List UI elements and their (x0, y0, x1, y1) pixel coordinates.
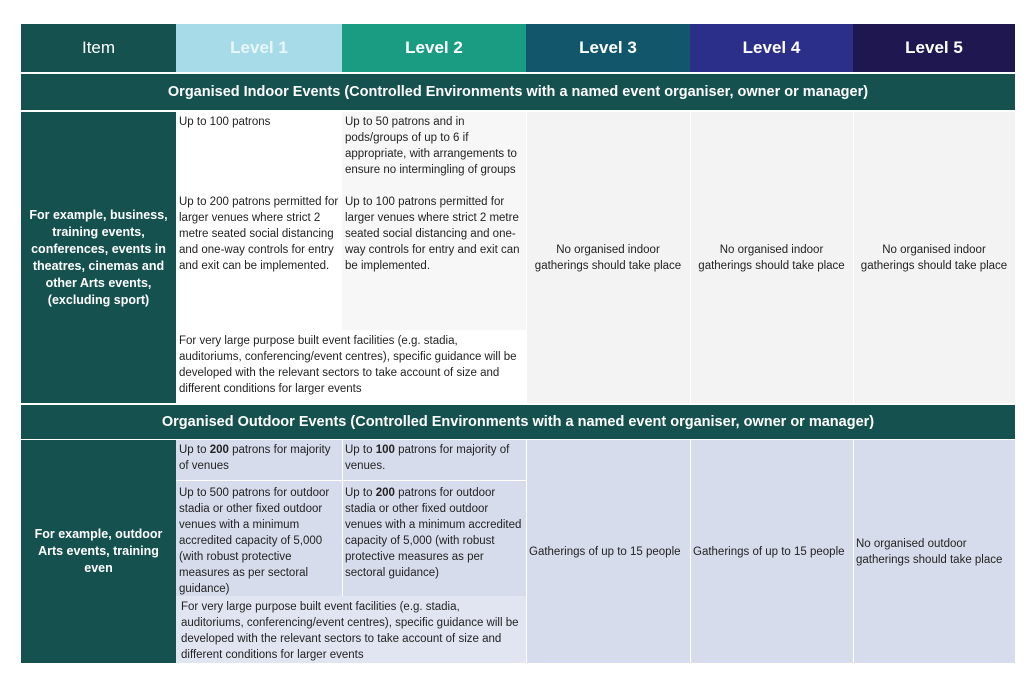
column-divider (526, 112, 527, 403)
column-divider (853, 112, 854, 403)
outdoor-level1-stadia: Up to 500 patrons for outdoor stadia or other fixed outdoor venues with a minimum accredited capacity of 5,000 (with robust protective measures as per sectoral guidance) (176, 481, 342, 596)
column-divider (342, 440, 343, 596)
outdoor-level3: Gatherings of up to 15 people (526, 440, 690, 663)
column-divider (853, 440, 854, 663)
outdoor-level1-majority (176, 440, 342, 480)
indoor-level1-base: Up to 100 patrons (176, 112, 342, 186)
indoor-level5: No organised indoor gatherings should take place (853, 112, 1015, 403)
header-level-1: Level 1 (176, 24, 342, 72)
outdoor-item-description: For example, outdoor Arts events, training even (21, 440, 176, 663)
outdoor-large-facilities-note: For very large purpose built event facilities (e.g. stadia, auditoriums, conferencing/event centres), specific guidance will be developed with the relevant sectors to take account of size and different conditions for larger events (176, 596, 526, 663)
header-level-3: Level 3 (526, 24, 690, 72)
indoor-item-description: For example, business, training events, conferences, events in theatres, cinemas and other Arts events, (excluding sport) (21, 112, 176, 403)
outdoor-level1-a-post: patrons for majority of venues (179, 444, 331, 472)
indoor-level2-large-venues: Up to 100 patrons permitted for larger venues where strict 2 metre seated social distancing and one-way controls for entry and exit can be implemented. (342, 192, 526, 330)
restrictions-table (21, 24, 1015, 664)
outdoor-level2-majority (342, 440, 526, 480)
outdoor-level2-b-post: patrons for outdoor stadia or other fixed outdoor venues with a minimum accredited capacity of 5,000 (with robust protective measures as per sectoral guidance) (345, 487, 522, 579)
outdoor-level1-a-num: 200 (209, 444, 229, 456)
column-divider (690, 440, 691, 663)
outdoor-level2-b-pre: Up to (345, 487, 376, 499)
indoor-level2-base: Up to 50 patrons and in pods/groups of up to 6 if appropriate, with arrangements to ensure no intermingling of groups (342, 112, 526, 192)
indoor-level4: No organised indoor gatherings should take place (690, 112, 853, 403)
outdoor-level2-a-pre: Up to (345, 444, 376, 456)
outdoor-section-title: Organised Outdoor Events (Controlled Environments with a named event organiser, owner or manager) (21, 405, 1015, 439)
header-level-2: Level 2 (342, 24, 526, 72)
column-divider (526, 440, 527, 663)
outdoor-level2-a-num: 100 (375, 444, 395, 456)
indoor-section-title: Organised Indoor Events (Controlled Environments with a named event organiser, owner or manager) (21, 74, 1015, 110)
outdoor-level5: No organised outdoor gatherings should take place (853, 440, 1015, 663)
header-level-4: Level 4 (690, 24, 853, 72)
indoor-level1-large-venues: Up to 200 patrons permitted for larger venues where strict 2 metre seated social distancing and one-way controls for entry and exit can be implemented. (176, 186, 342, 330)
indoor-large-facilities-note: For very large purpose built event facilities (e.g. stadia, auditoriums, conferencing/event centres), specific guidance will be developed with the relevant sectors to take account of size and different conditions for larger events (176, 330, 526, 403)
outdoor-level2-b-num: 200 (375, 487, 395, 499)
outdoor-level2-a-post: patrons for majority of venues. (345, 444, 510, 472)
column-divider (690, 112, 691, 403)
header-level-5: Level 5 (853, 24, 1015, 72)
outdoor-level4: Gatherings of up to 15 people (690, 440, 853, 663)
outdoor-level1-a-pre: Up to (179, 444, 210, 456)
indoor-level3: No organised indoor gatherings should take place (526, 112, 690, 403)
header-item: Item (21, 24, 176, 72)
outdoor-level2-stadia (342, 481, 526, 596)
